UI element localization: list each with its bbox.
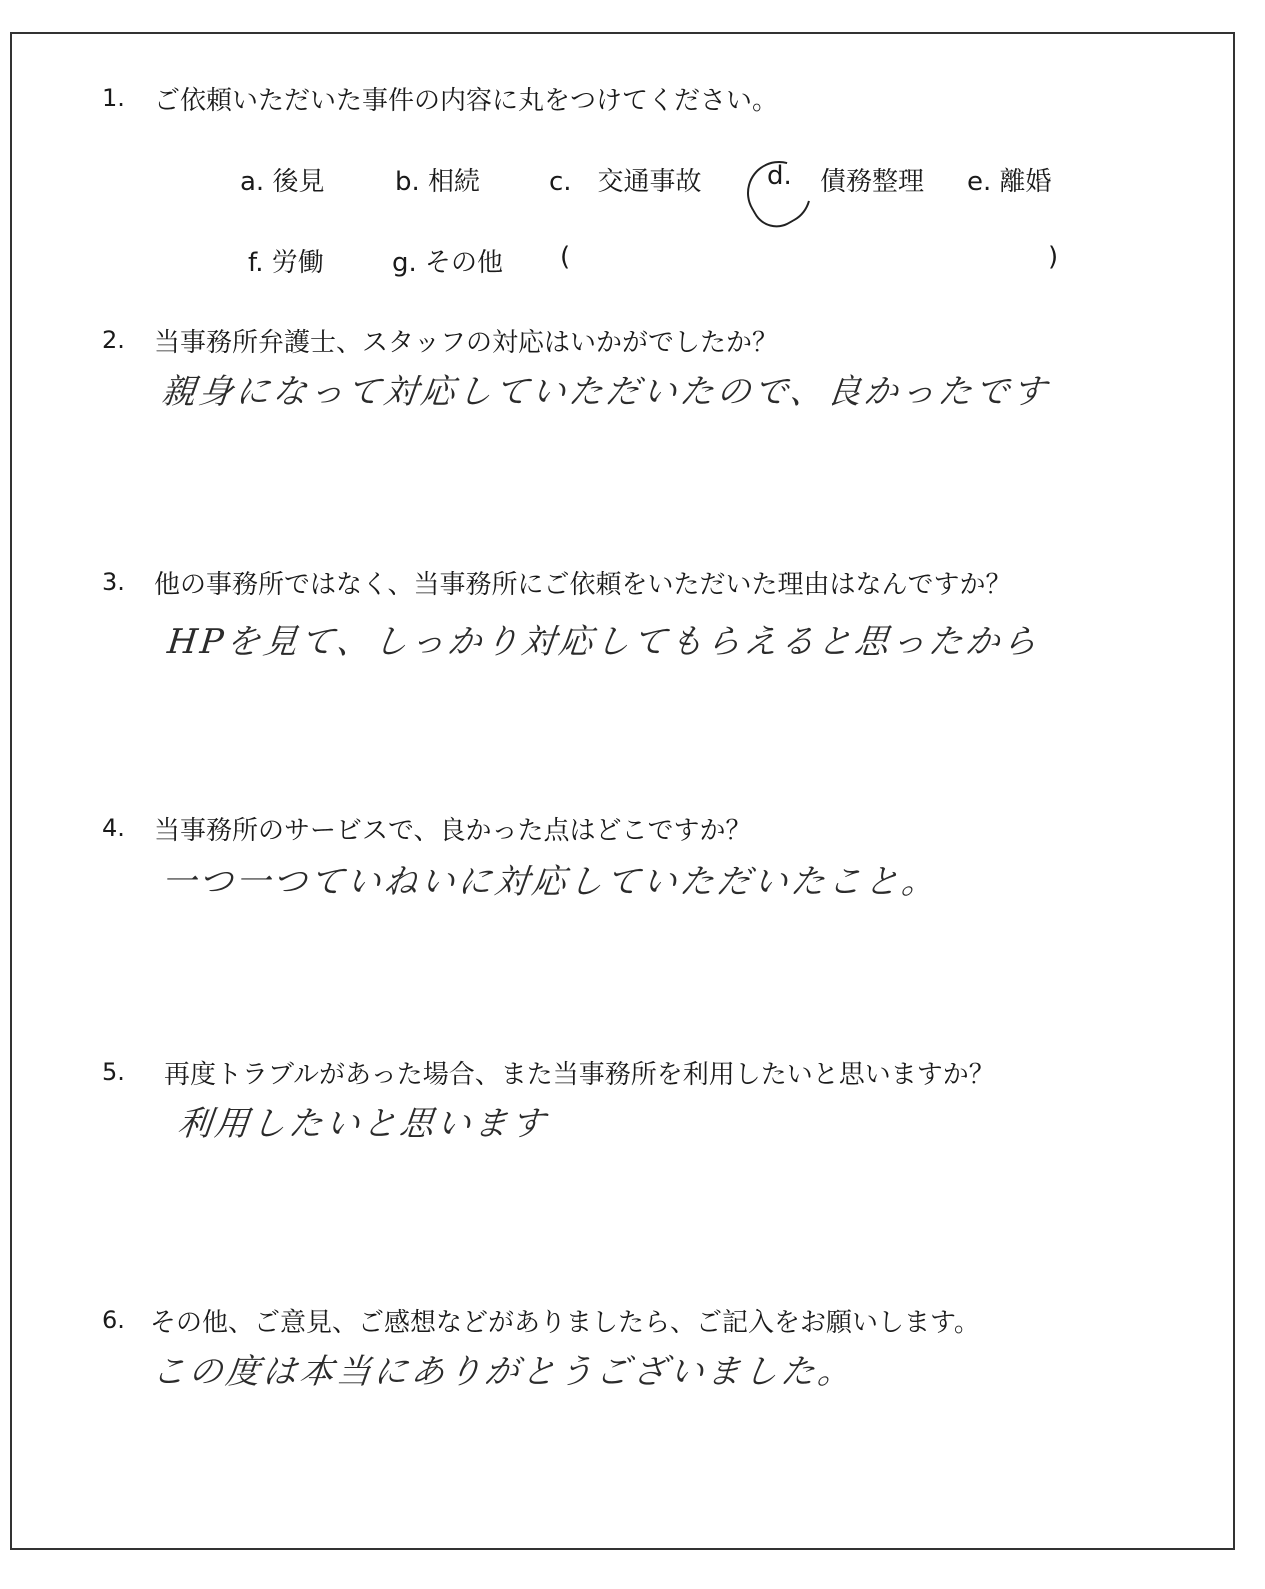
survey-sheet <box>10 32 1235 1550</box>
question-1-number: 1. <box>102 84 125 112</box>
other-paren-close: ) <box>1048 242 1059 272</box>
question-4-text: 当事務所のサービスで、良かった点はどこですか？ <box>154 816 752 846</box>
answer-6-handwritten: この度は本当にありがとうございました。 <box>149 1352 857 1392</box>
question-5-number: 5. <box>102 1058 125 1086</box>
option-d-label: 債務整理 <box>820 167 925 197</box>
option-e: e. 離婚 <box>967 167 1052 197</box>
option-b: b. 相続 <box>395 167 481 197</box>
question-5-text: 再度トラブルがあった場合、また当事務所を利用したいと思いますか？ <box>164 1060 995 1090</box>
question-2-text: 当事務所弁護士、スタッフの対応はいかがでしたか？ <box>154 328 779 358</box>
option-g: g. その他 <box>392 248 504 278</box>
question-6-number: 6. <box>102 1306 125 1334</box>
question-3-text: 他の事務所ではなく、当事務所にご依頼をいただいた理由はなんですか？ <box>154 570 1012 600</box>
option-f: f. 労働 <box>248 248 324 278</box>
question-4-number: 4. <box>102 814 125 842</box>
answer-4-handwritten: 一つ一つていねいに対応していただいたこと。 <box>159 862 941 902</box>
answer-3-handwritten: HPを見て、しっかり対応してもらえると思ったから <box>165 622 1042 662</box>
question-2-number: 2. <box>102 326 125 354</box>
question-3-number: 3. <box>102 568 125 596</box>
question-6-text: その他、ご意見、ご感想などがありましたら、ご記入をお願いします。 <box>150 1308 980 1338</box>
other-paren-open: ( <box>560 242 571 272</box>
option-d: d. <box>767 161 792 191</box>
answer-5-handwritten: 利用したいと思います <box>175 1104 550 1144</box>
question-1-text: ご依頼いただいた事件の内容に丸をつけてください。 <box>154 86 779 116</box>
option-a: a. 後見 <box>240 167 325 197</box>
answer-2-handwritten: 親身になって対応していただいたので、良かったです <box>159 372 1052 412</box>
option-c: c. 交通事故 <box>549 167 702 197</box>
